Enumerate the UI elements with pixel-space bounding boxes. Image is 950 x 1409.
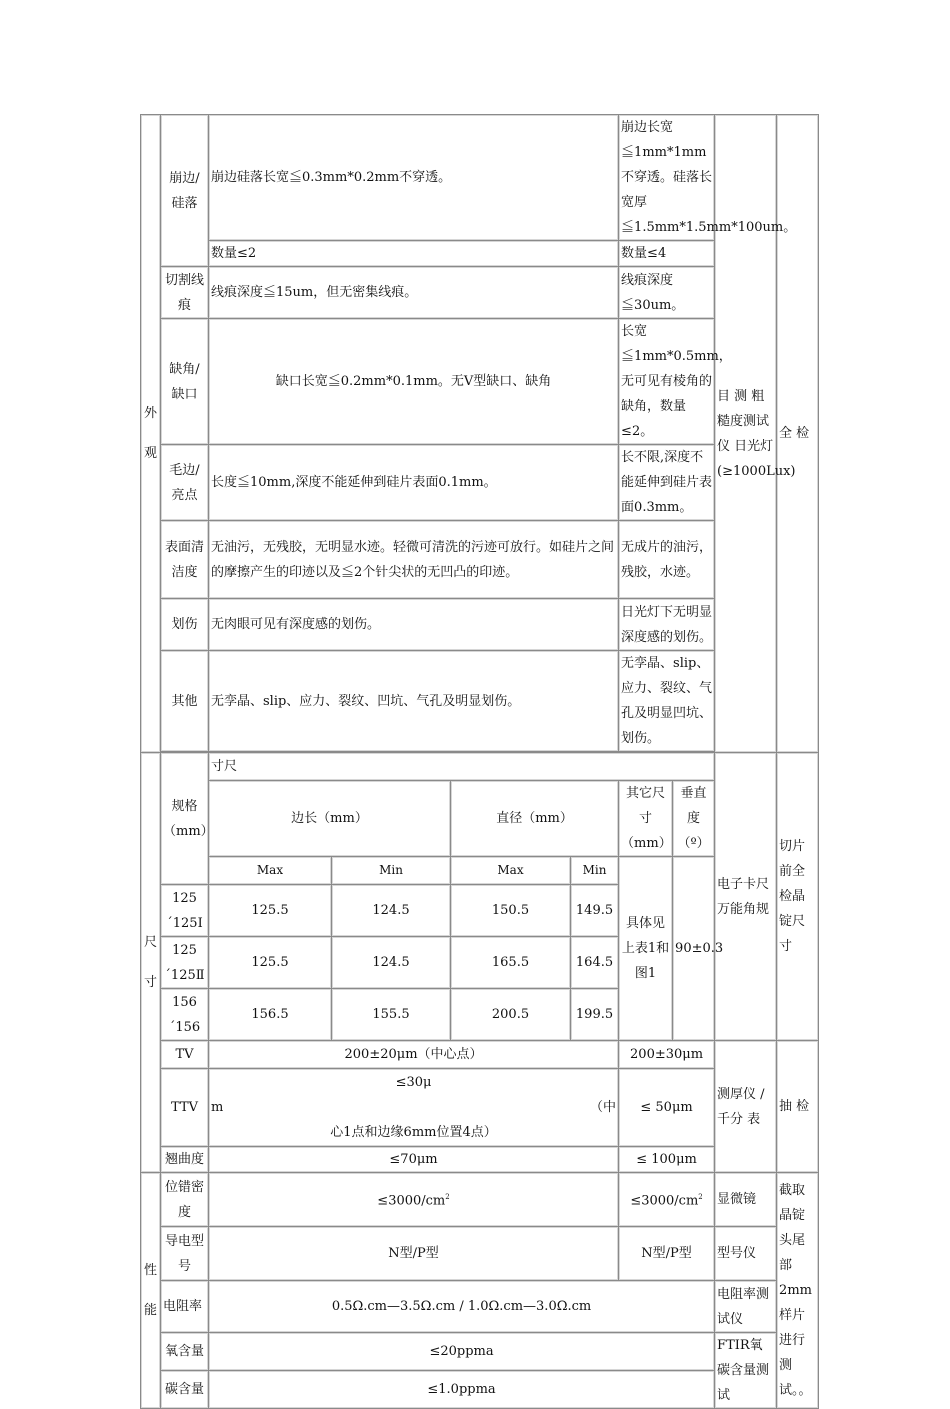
type-method: 型号仪 xyxy=(715,1227,777,1281)
size-label: 寸尺 xyxy=(209,753,715,781)
scratch-a: 无肉眼可见有深度感的划伤。 xyxy=(209,599,619,651)
section-dimension: 尺寸 xyxy=(141,753,161,1173)
item-burr: 毛边/亮点 xyxy=(161,445,209,521)
side-min-2: 124.5 xyxy=(332,937,451,989)
wafer-spec-table xyxy=(140,114,819,1409)
item-ttv: TTV xyxy=(161,1069,209,1147)
dislocation-a-value: ≤3000/cm xyxy=(377,1193,446,1209)
spec-row-1: 125´125Ⅰ xyxy=(161,885,209,937)
thickness-method: 测厚仪 / 千分 表 xyxy=(715,1041,777,1173)
scratch-b: 日光灯下无明显深度感的划伤。 xyxy=(619,599,715,651)
chipping-b-count: 数量≤4 xyxy=(619,241,715,267)
ttv-b: ≤ 50μm xyxy=(619,1069,715,1147)
dimension-frequency: 切片前全检晶锭尺寸 xyxy=(777,753,819,1041)
tv-a: 200±20μm（中心点） xyxy=(209,1041,619,1069)
burr-a: 长度≦10mm,深度不能延伸到硅片表面0.1mm。 xyxy=(209,445,619,521)
dislocation-a xyxy=(209,1173,619,1227)
dia-min-1: 149.5 xyxy=(571,885,619,937)
item-notch: 缺角/缺口 xyxy=(161,319,209,445)
item-dislocation: 位错密度 xyxy=(161,1173,209,1227)
spec-row-2: 125´125Ⅱ xyxy=(161,937,209,989)
ttv-a-line2 xyxy=(211,1095,616,1120)
spec-label: 规格（mm） xyxy=(161,753,209,885)
carbon-value: ≤1.0ppma xyxy=(209,1371,715,1409)
item-resistivity: 电阻率 xyxy=(161,1281,209,1333)
table-row xyxy=(141,753,819,781)
item-tv: TV xyxy=(161,1041,209,1069)
side-max-1: 125.5 xyxy=(209,885,332,937)
spec-row-3: 156´156 xyxy=(161,989,209,1041)
other-size-header: 其它尺寸（mm） xyxy=(619,781,673,857)
type-b: N型/P型 xyxy=(619,1227,715,1281)
chipping-a-desc: 崩边硅落长宽≦0.3mm*0.2mm不穿透。 xyxy=(209,115,619,241)
table-row xyxy=(141,1173,819,1227)
appearance-method: 目 测 粗糙度测试仪 日光灯(≥1000Lux) xyxy=(715,115,777,753)
item-warp: 翘曲度 xyxy=(161,1147,209,1173)
chipping-a-count: 数量≤2 xyxy=(209,241,619,267)
warp-a: ≤70μm xyxy=(209,1147,619,1173)
resistivity-method: 电阻率测试仪 xyxy=(715,1281,777,1333)
table-row xyxy=(141,1227,819,1281)
item-oxygen: 氧含量 xyxy=(161,1333,209,1371)
table-row xyxy=(141,1041,819,1069)
side-min-header: Min xyxy=(332,857,451,885)
ttv-a xyxy=(209,1069,619,1147)
dimension-method: 电子卡尺万能角规 xyxy=(715,753,777,1041)
appearance-frequency: 全 检 xyxy=(777,115,819,753)
ttv-a-line1: ≤30μ xyxy=(395,1075,432,1090)
side-max-2: 125.5 xyxy=(209,937,332,989)
side-max-3: 156.5 xyxy=(209,989,332,1041)
saw-marks-b: 线痕深度≦30um。 xyxy=(619,267,715,319)
item-scratch: 划伤 xyxy=(161,599,209,651)
burr-b: 长不限,深度不能延伸到硅片表面0.3mm。 xyxy=(619,445,715,521)
other-b: 无孪晶、slip、应力、裂纹、气孔及明显凹坑、划伤。 xyxy=(619,651,715,752)
dia-min-3: 199.5 xyxy=(571,989,619,1041)
dislocation-method: 显微镜 xyxy=(715,1173,777,1227)
dia-min-2: 164.5 xyxy=(571,937,619,989)
saw-marks-a: 线痕深度≦15um，但无密集线痕。 xyxy=(209,267,619,319)
perpendicularity-header: 垂直度（º） xyxy=(673,781,715,857)
table-row xyxy=(141,115,819,241)
dia-max-3: 200.5 xyxy=(451,989,571,1041)
side-min-3: 155.5 xyxy=(332,989,451,1041)
ttv-a-line2-right: （中 xyxy=(590,1100,617,1115)
cleanliness-b: 无成片的油污，残胶，水迹。 xyxy=(619,521,715,599)
item-chipping: 崩边/硅落 xyxy=(161,115,209,267)
item-type: 导电型号 xyxy=(161,1227,209,1281)
dia-min-header: Min xyxy=(571,857,619,885)
dia-max-header: Max xyxy=(451,857,571,885)
oxygen-value: ≤20ppma xyxy=(209,1333,715,1371)
other-a: 无孪晶、slip、应力、裂纹、凹坑、气孔及明显划伤。 xyxy=(209,651,619,752)
resistivity-value: 0.5Ω.cm—3.5Ω.cm / 1.0Ω.cm—3.0Ω.cm xyxy=(209,1281,715,1333)
notch-b: 长宽≦1mm*0.5mm，无可见有棱角的缺角，数量≤2。 xyxy=(619,319,715,445)
item-other: 其他 xyxy=(161,651,209,752)
table-row xyxy=(141,1333,819,1371)
warp-b: ≤ 100μm xyxy=(619,1147,715,1173)
diameter-header: 直径（mm） xyxy=(451,781,619,857)
type-a: N型/P型 xyxy=(209,1227,619,1281)
dislocation-b-sup: 2 xyxy=(698,1193,703,1202)
section-performance: 性能 xyxy=(141,1173,161,1409)
ttv-a-line3: 心1点和边缘6mm位置4点） xyxy=(330,1125,497,1140)
side-length-header: 边长（mm） xyxy=(209,781,451,857)
side-max-header: Max xyxy=(209,857,332,885)
dislocation-b-value: ≤3000/cm xyxy=(630,1193,699,1209)
tv-b: 200±30μm xyxy=(619,1041,715,1069)
thickness-frequency: 抽 检 xyxy=(777,1041,819,1173)
ttv-a-line2-left: m xyxy=(211,1100,224,1115)
table-row xyxy=(141,1281,819,1333)
performance-frequency: 截取晶锭头尾部2mm样片进行测试。。 xyxy=(777,1173,819,1409)
side-min-1: 124.5 xyxy=(332,885,451,937)
item-cleanliness: 表面清洁度 xyxy=(161,521,209,599)
notch-a: 缺口长宽≦0.2mm*0.1mm。无V型缺口、缺角 xyxy=(209,319,619,445)
item-saw-marks: 切割线痕 xyxy=(161,267,209,319)
item-carbon: 碳含量 xyxy=(161,1371,209,1409)
section-appearance: 外观 xyxy=(141,115,161,753)
dia-max-2: 165.5 xyxy=(451,937,571,989)
dislocation-b xyxy=(619,1173,715,1227)
dia-max-1: 150.5 xyxy=(451,885,571,937)
cleanliness-a: 无油污，无残胶，无明显水迹。轻微可清洗的污迹可放行。如硅片之间的摩擦产生的印迹以及≦2个针尖状的无凹凸的印迹。 xyxy=(209,521,619,599)
dislocation-a-sup: 2 xyxy=(445,1193,450,1202)
perpendicularity-value: 90±0.3 xyxy=(673,857,715,1041)
chipping-b-desc: 崩边长宽≦1mm*1mm不穿透。硅落长宽厚≦1.5mm*1.5mm*100um。 xyxy=(619,115,715,241)
oc-method: FTIR氧碳含量测试 xyxy=(715,1333,777,1409)
other-size-value: 具体见上表1和图1 xyxy=(619,857,673,1041)
